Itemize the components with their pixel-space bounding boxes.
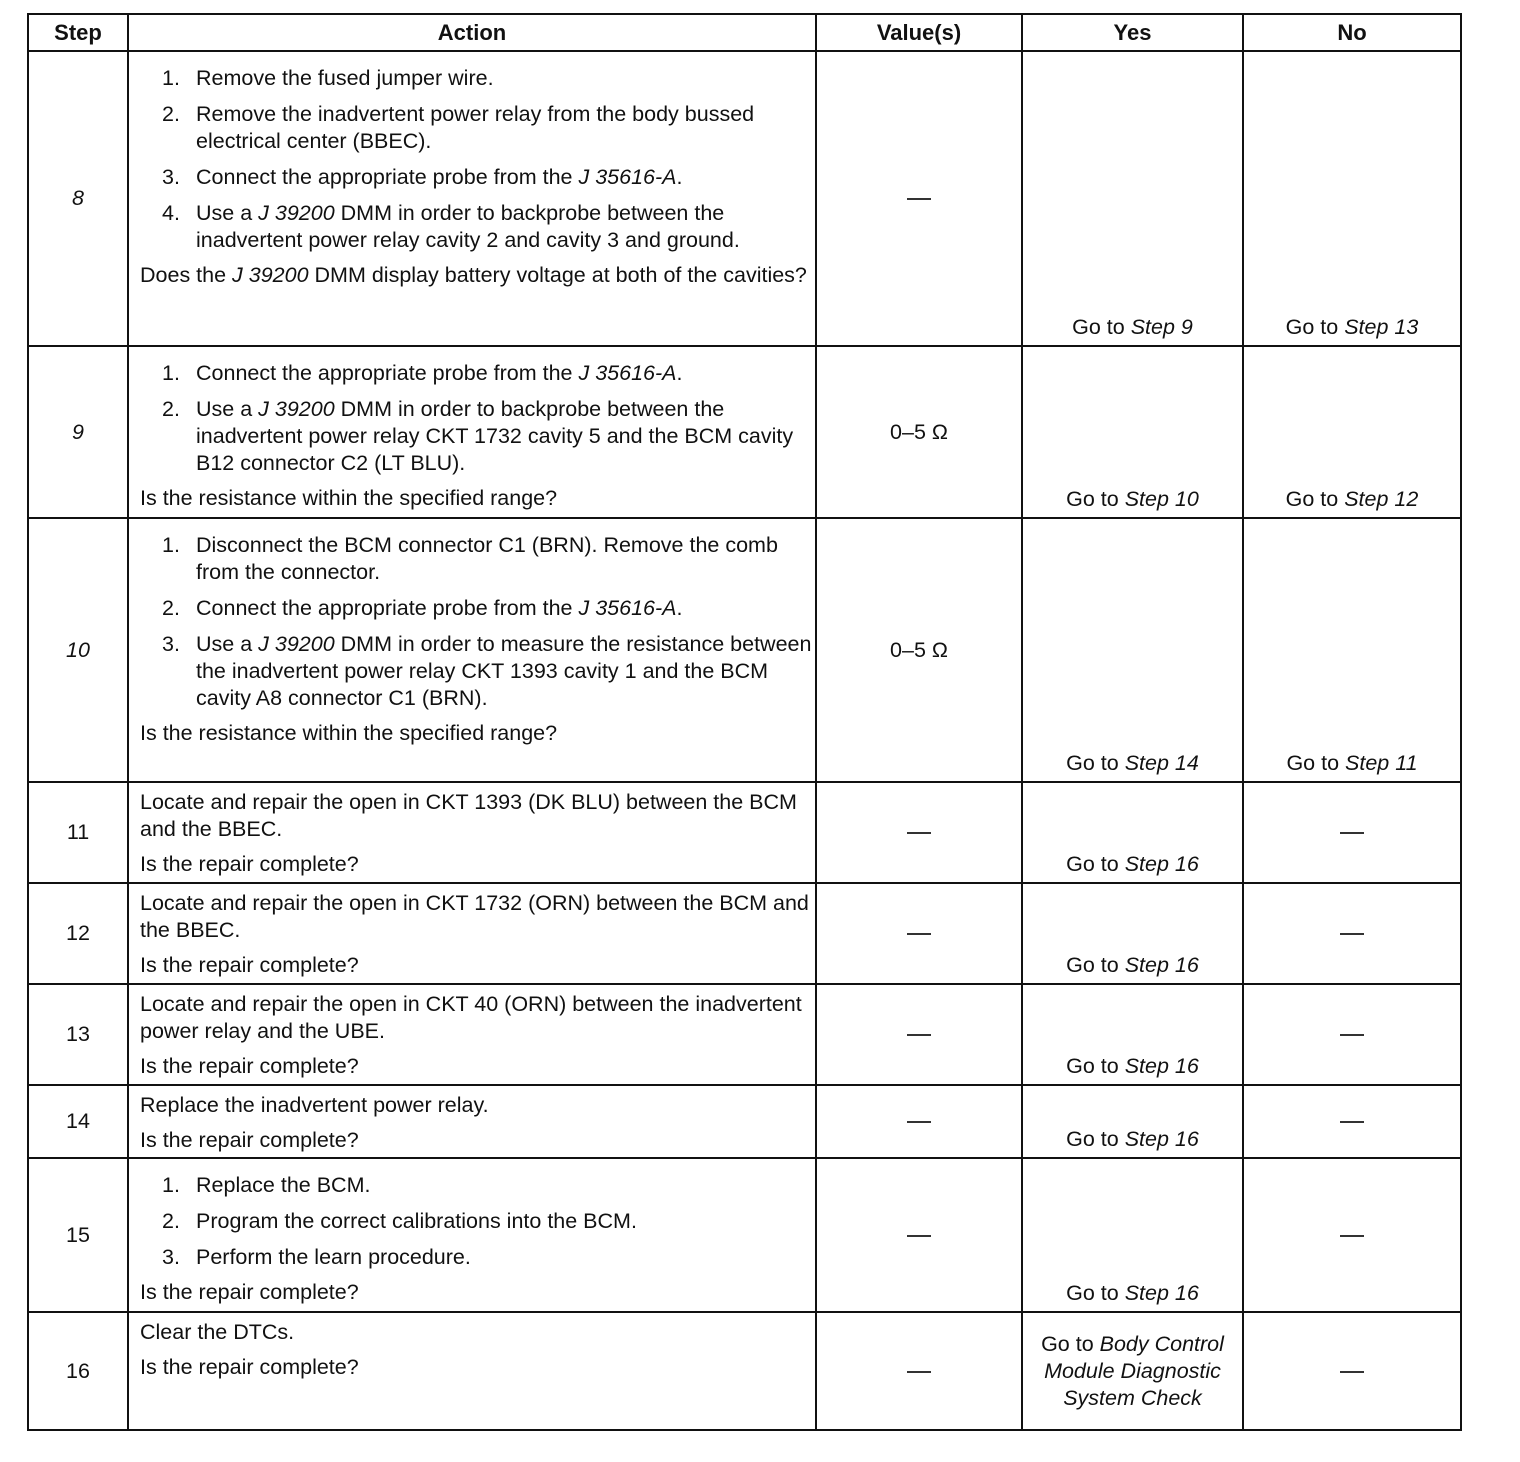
dash-mark (1340, 1121, 1364, 1123)
value-cell: 0–5 Ω (816, 518, 1022, 782)
action-item: 2. Remove the inadvertent power relay from the body bussed electrical center (BBEC). (162, 102, 755, 153)
header-yes: Yes (1022, 14, 1243, 51)
table-row (28, 782, 1461, 883)
value-cell: 0–5 Ω (816, 346, 1022, 518)
yes-cell: Go to Step 9 (1022, 51, 1243, 346)
tool-ref: J 35616-A (578, 361, 677, 385)
table-row (28, 1312, 1461, 1430)
action-item: 3. Use a J 39200 DMM in order to measure the resistance between the inadvertent power relay CKT 1393 cavity 1 and the BCM cavity A8 connector C1 (BRN). (162, 632, 812, 710)
no-cell: Go to Step 12 (1243, 346, 1461, 518)
action-item: 4. Use a J 39200 DMM in order to backprobe between the inadvertent power relay cavity 2 and cavity 3 and ground. (162, 201, 740, 252)
question-text: Is the repair complete? (140, 1128, 359, 1152)
yes-target: Step 10 (1124, 487, 1199, 511)
diagnostic-table (27, 13, 1462, 1431)
value-cell (816, 1085, 1022, 1158)
tool-ref: J 35616-A (578, 596, 677, 620)
dash-mark (1340, 1371, 1364, 1373)
dash-mark (907, 1235, 931, 1237)
action-item: 2. Connect the appropriate probe from the J 35616-A. (162, 596, 683, 620)
step-number: 12 (28, 883, 128, 984)
table-row (28, 883, 1461, 984)
step-number: 13 (28, 984, 128, 1085)
table-row (28, 518, 1461, 782)
action-text: Clear the DTCs. (140, 1320, 295, 1344)
action-cell (128, 782, 816, 883)
action-item: 3. Perform the learn procedure. (162, 1245, 471, 1269)
value-cell (816, 782, 1022, 883)
question-text: Is the repair complete? (140, 1280, 359, 1304)
tool-ref: J 39200 (258, 201, 335, 225)
value-cell (816, 883, 1022, 984)
no-cell (1243, 1085, 1461, 1158)
question-text: Is the repair complete? (140, 852, 359, 876)
no-target: Step 13 (1344, 315, 1419, 339)
tool-ref: J 35616-A (578, 165, 677, 189)
yes-cell: Go to Step 16 (1022, 984, 1243, 1085)
action-item: 2. Program the correct calibrations into the BCM. (162, 1209, 637, 1233)
question-text: Is the repair complete? (140, 953, 359, 977)
action-item: 1. Replace the BCM. (162, 1173, 371, 1197)
no-cell (1243, 782, 1461, 883)
action-item: 1. Remove the fused jumper wire. (162, 66, 494, 90)
yes-target: Body Control Module Diagnostic System Check (1044, 1331, 1224, 1410)
action-text: Locate and repair the open in CKT 1732 (ORN) between the BCM and the BBEC. (140, 891, 809, 942)
yes-target: Step 16 (1124, 1281, 1199, 1305)
value-cell (816, 51, 1022, 346)
yes-target: Step 16 (1124, 852, 1199, 876)
header-action: Action (128, 14, 816, 51)
yes-target: Step 16 (1124, 1127, 1199, 1151)
dash-mark (1340, 1235, 1364, 1237)
action-cell (128, 51, 816, 346)
yes-target: Step 16 (1124, 1054, 1199, 1078)
question-text: Is the repair complete? (140, 1054, 359, 1078)
dash-mark (907, 832, 931, 834)
dash-mark (1340, 1034, 1364, 1036)
action-cell (128, 346, 816, 518)
action-text: Locate and repair the open in CKT 1393 (DK BLU) between the BCM and the BBEC. (140, 790, 797, 841)
yes-cell: Go to Step 16 (1022, 782, 1243, 883)
step-number: 16 (28, 1312, 128, 1430)
action-cell (128, 1085, 816, 1158)
tool-ref: J 39200 (232, 263, 309, 287)
header-step: Step (28, 14, 128, 51)
action-cell (128, 1312, 816, 1430)
table-row (28, 984, 1461, 1085)
header-values: Value(s) (816, 14, 1022, 51)
no-cell: Go to Step 13 (1243, 51, 1461, 346)
dash-mark (1340, 832, 1364, 834)
yes-target: Step 16 (1124, 953, 1199, 977)
no-cell (1243, 1312, 1461, 1430)
dash-mark (907, 1121, 931, 1123)
dash-mark (907, 933, 931, 935)
step-number: 9 (28, 346, 128, 518)
action-cell (128, 1158, 816, 1312)
step-number: 10 (28, 518, 128, 782)
dash-mark (907, 1371, 931, 1373)
step-number: 8 (28, 51, 128, 346)
table-row (28, 1158, 1461, 1312)
question-text: Is the resistance within the specified range? (140, 721, 558, 745)
question-text: Is the repair complete? (140, 1355, 359, 1379)
action-item: 1. Connect the appropriate probe from the J 35616-A. (162, 361, 683, 385)
dash-mark (907, 1034, 931, 1036)
value-cell (816, 1158, 1022, 1312)
action-cell (128, 518, 816, 782)
action-text: Replace the inadvertent power relay. (140, 1093, 489, 1117)
no-cell: Go to Step 11 (1243, 518, 1461, 782)
action-item: 3. Connect the appropriate probe from the J 35616-A. (162, 165, 683, 189)
no-cell (1243, 883, 1461, 984)
header-row (28, 14, 1461, 51)
value-cell (816, 984, 1022, 1085)
dash-mark (907, 198, 931, 200)
yes-cell: Go to Step 10 (1022, 346, 1243, 518)
no-cell (1243, 1158, 1461, 1312)
action-item: 1. Disconnect the BCM connector C1 (BRN). Remove the comb from the connector. (162, 533, 778, 584)
yes-cell: Go to Step 16 (1022, 1158, 1243, 1312)
question-text: Does the J 39200 DMM display battery voltage at both of the cavities? (140, 263, 807, 287)
header-no: No (1243, 14, 1461, 51)
step-number: 14 (28, 1085, 128, 1158)
yes-cell: Go to Step 14 (1022, 518, 1243, 782)
table-row (28, 346, 1461, 518)
yes-cell: Go to Body Control Module Diagnostic System Check (1022, 1312, 1243, 1430)
no-target: Step 11 (1345, 751, 1418, 775)
yes-cell: Go to Step 16 (1022, 1085, 1243, 1158)
step-number: 15 (28, 1158, 128, 1312)
action-text: Locate and repair the open in CKT 40 (ORN) between the inadvertent power relay and the UBE. (140, 992, 802, 1043)
action-cell (128, 984, 816, 1085)
no-target: Step 12 (1344, 487, 1419, 511)
action-item: 2. Use a J 39200 DMM in order to backprobe between the inadvertent power relay CKT 1732 cavity 5 and the BCM cavity B12 connector C2 (LT BLU). (162, 397, 794, 475)
table-row (28, 51, 1461, 346)
yes-target: Step 9 (1130, 315, 1193, 339)
yes-target: Step 14 (1124, 751, 1199, 775)
yes-cell: Go to Step 16 (1022, 883, 1243, 984)
no-cell (1243, 984, 1461, 1085)
value-cell (816, 1312, 1022, 1430)
tool-ref: J 39200 (258, 397, 335, 421)
question-text: Is the resistance within the specified range? (140, 486, 558, 510)
action-cell (128, 883, 816, 984)
tool-ref: J 39200 (258, 632, 335, 656)
dash-mark (1340, 933, 1364, 935)
table-row (28, 1085, 1461, 1158)
step-number: 11 (28, 782, 128, 883)
